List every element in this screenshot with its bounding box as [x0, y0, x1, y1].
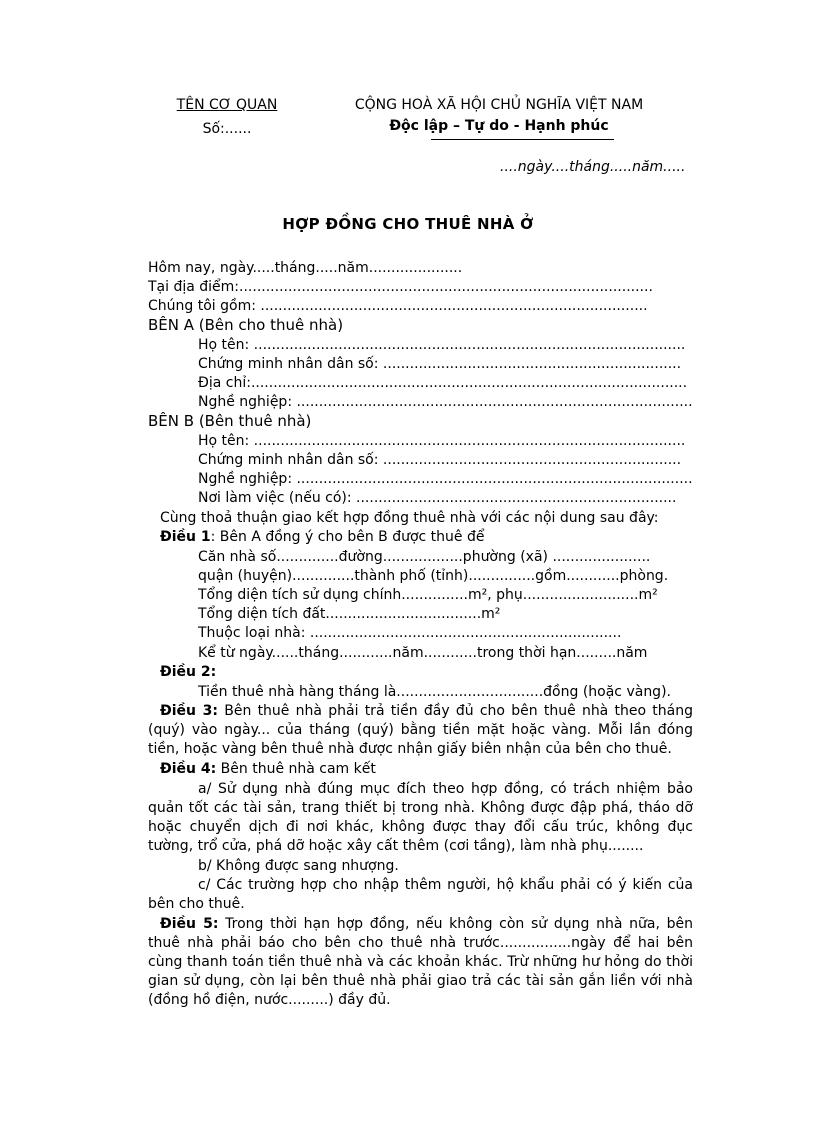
- article-1-text: : Bên A đồng ý cho bên B được thuê để: [210, 529, 485, 545]
- article-5-label: Điều 5:: [160, 916, 219, 932]
- article-1-line-3: Tổng diện tích sử dụng chính...............m², phụ..........................m²: [198, 587, 658, 603]
- agreement-text: Cùng thoả thuận giao kết hợp đồng thuê nhà với các nội dung sau đây:: [160, 510, 659, 526]
- article-4-item-c: c/ Các trường hợp cho nhập thêm người, hộ khẩu phải có ý kiến của bên cho thuê.: [148, 877, 693, 912]
- article-1-line-4: Tổng diện tích đất...................................m²: [198, 606, 501, 622]
- party-a-job: Nghề nghiệp: .........................................................................................: [198, 394, 693, 410]
- party-b-id: Chứng minh nhân dân số: ...................................................................: [198, 452, 682, 468]
- party-a-id: Chứng minh nhân dân số: ...................................................................: [198, 356, 682, 372]
- article-4-label: Điều 4:: [160, 761, 217, 777]
- party-b-heading: BÊN B (Bên thuê nhà): [148, 412, 312, 430]
- party-b-job: Nghề nghiệp: .........................................................................................: [198, 471, 693, 487]
- party-b-workplace: Nơi làm việc (nếu có): ........................................................................: [198, 490, 677, 506]
- article-4-intro: [160, 760, 376, 778]
- nation-title: CỘNG HOÀ XÃ HỘI CHỦ NGHĨA VIỆT NAM: [354, 97, 644, 113]
- document-number: Số:......: [202, 121, 252, 137]
- national-motto: Độc lập – Tự do - Hạnh phúc: [389, 118, 609, 134]
- article-3-label: Điều 3:: [160, 703, 218, 719]
- article-3: [148, 702, 693, 759]
- article-5: [148, 915, 693, 1010]
- article-1-line-1: Căn nhà số..............đường..................phường (xã) ......................: [198, 549, 651, 565]
- article-1-label: Điều 1: [160, 529, 211, 545]
- article-1-line-2: quận (huyện)..............thành phố (tỉnh)...............gồm............phòng.: [198, 568, 669, 584]
- party-b-name: Họ tên: .................................................................................................: [198, 433, 686, 449]
- intro-we: Chúng tôi gồm: .......................................................................................: [148, 298, 648, 314]
- agency-name: TÊN CƠ QUAN: [176, 97, 278, 113]
- contract-title: HỢP ĐỒNG CHO THUÊ NHÀ Ở: [282, 215, 534, 233]
- document-date: ....ngày....tháng.....năm.....: [500, 159, 686, 175]
- party-a-address: Địa chỉ:..................................................................................................: [198, 375, 688, 391]
- motto-underline: [431, 139, 614, 140]
- article-5-text: Trong thời hạn hợp đồng, nếu không còn sử dụng nhà nữa, bên thuê nhà phải báo cho bên cho thuê nhà trước................ngày để hai bên cùng thanh toán tiền thuê nhà và các khoản khác. Trừ những hư hỏng do thời gian sử dụng, còn lại bên thuê nhà phải giao trả các tài sản gắn liền với nhà (đồng hồ điện, nước.........) đầy đủ.: [148, 916, 693, 1008]
- article-1-intro: [160, 528, 484, 546]
- article-4-text: Bên thuê nhà cam kết: [216, 761, 376, 777]
- article-3-text: Bên thuê nhà phải trả tiền đầy đủ cho bên thuê nhà theo tháng (quý) vào ngày... của tháng (quý) bằng tiền mặt hoặc vàng. Mỗi lần đóng tiền, hoặc vàng bên thuê nhà được nhận giấy biên nhận của bên cho thuê.: [148, 703, 693, 757]
- party-a-heading: BÊN A (Bên cho thuê nhà): [148, 316, 344, 334]
- article-1-line-5: Thuộc loại nhà: ......................................................................: [198, 625, 622, 641]
- article-2-text: Tiền thuê nhà hàng tháng là.................................đồng (hoặc vàng).: [198, 684, 671, 700]
- party-a-name: Họ tên: .................................................................................................: [198, 337, 686, 353]
- article-4-item-a: a/ Sử dụng nhà đúng mục đích theo hợp đồng, có trách nhiệm bảo quản tốt các tài sản, trang thiết bị trong nhà. Không được đập phá, tháo dỡ hoặc chuyển dịch đi nơi khác, không được thay đổi cấu trúc, không đục tường, trổ cửa, phá dỡ hoặc xây cất thêm (cơi tầng), làm nhà phụ........: [148, 781, 693, 854]
- intro-place: Tại địa điểm:.............................................................................................: [148, 279, 653, 295]
- article-4-item-b: b/ Không được sang nhượng.: [198, 858, 399, 874]
- intro-today: Hôm nay, ngày.....tháng.....năm.....................: [148, 260, 463, 276]
- article-1-line-6: Kể từ ngày......tháng............năm............trong thời hạn.........năm: [198, 645, 648, 661]
- article-2-label: Điều 2:: [160, 664, 217, 680]
